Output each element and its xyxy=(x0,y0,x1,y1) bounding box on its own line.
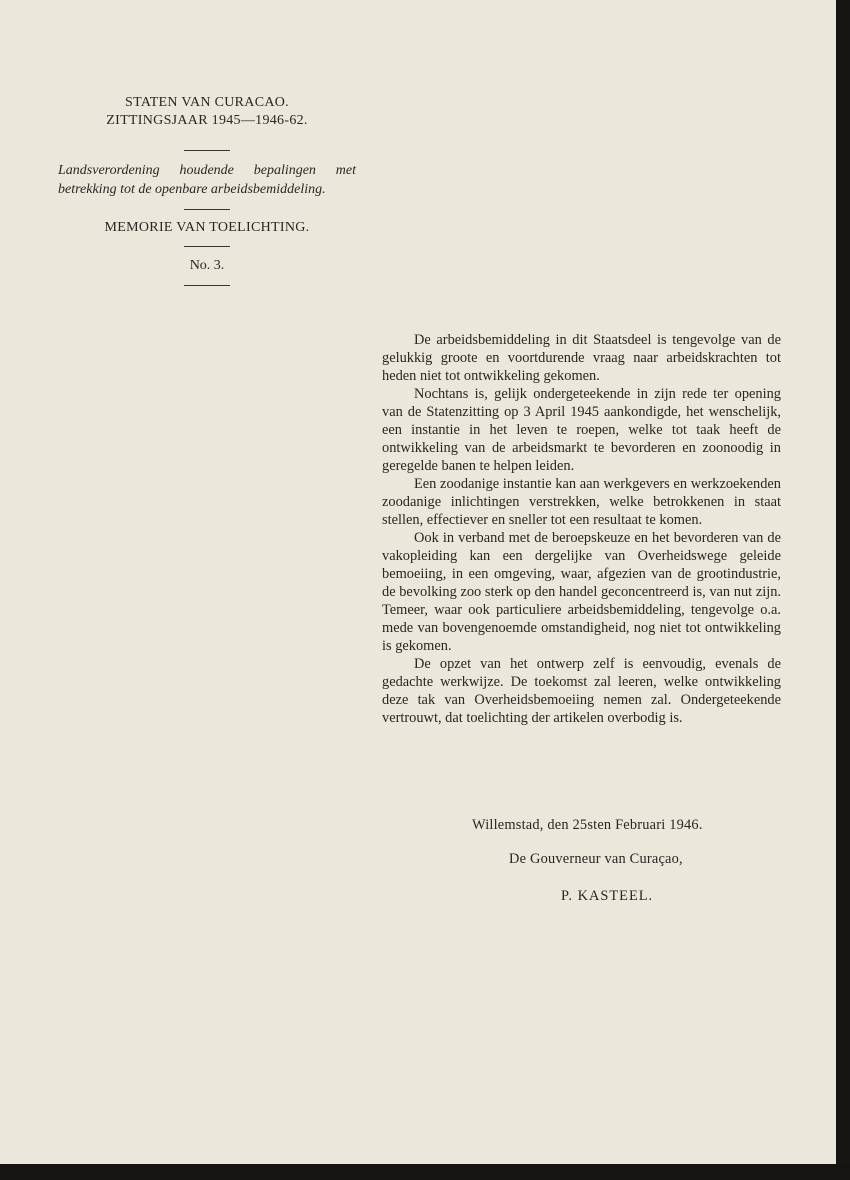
paragraph: Nochtans is, gelijk ondergeteekende in zijn rede ter opening van de Statenzitting op 3 April 1945 aankondigde, het wenschelijk, een instantie in het leven te roepen, welke tot taak heeft de ontwikkeling van de arbeidsmarkt te bevorderen en zoonoodig in geregelde banen te helpen leiden. xyxy=(382,386,781,474)
paragraph: De arbeidsbemiddeling in dit Staatsdeel is tengevolge van de gelukkig groote en voortdurende vraag naar arbeidskrachten tot heden niet tot ontwikkeling gekomen. xyxy=(382,332,781,384)
paragraph: Een zoodanige instantie kan aan werkgevers en werkzoekenden zoodanige inlichtingen verstrekken, welke betrokkenen in staat stellen, effectiever en sneller tot een resultaat te komen. xyxy=(382,476,781,528)
body-text xyxy=(382,331,781,727)
document-subject: Landsverordening houdende bepalingen met betrekking tot de openbare arbeidsbemiddeling. xyxy=(58,163,356,197)
header-title: STATEN VAN CURACAO. xyxy=(125,95,289,110)
signature-name: P. KASTEEL. xyxy=(561,888,654,904)
divider xyxy=(184,209,230,210)
document-header xyxy=(58,94,356,296)
place-date: Willemstad, den 25sten Februari 1946. xyxy=(472,817,703,833)
document-number: No. 3. xyxy=(189,258,225,273)
paragraph: Ook in verband met de beroepskeuze en het bevorderen van de vakopleiding kan een dergelijke van Overheidswege geleide bemoeiing, in een omgeving, waar, afgezien van de grootindustrie, de bevolking zoo sterk op den handel geconcentreerd is, van nut zijn. Temeer, waar ook particuliere arbeidsbemiddeling, tengevolge o.a. mede van bovengenoemde omstandigheid, nog niet tot ontwikkeling is gekomen. xyxy=(382,530,781,654)
page-edge xyxy=(836,0,850,1180)
governor-title: De Gouverneur van Curaçao, xyxy=(509,851,683,867)
divider xyxy=(184,285,230,286)
page-bottom-edge xyxy=(0,1164,850,1180)
header-session-year: ZITTINGSJAAR 1945—1946-62. xyxy=(106,113,308,128)
section-heading: MEMORIE VAN TOELICHTING. xyxy=(104,220,310,235)
divider xyxy=(184,246,230,247)
divider xyxy=(184,150,230,151)
paragraph: De opzet van het ontwerp zelf is eenvoudig, evenals de gedachte werkwijze. De toekomst zal leeren, welke ontwikkeling deze tak van Overheidsbemoeiing nemen zal. Ondergeteekende vertrouwt, dat toelichting der artikelen overbodig is. xyxy=(382,656,781,726)
